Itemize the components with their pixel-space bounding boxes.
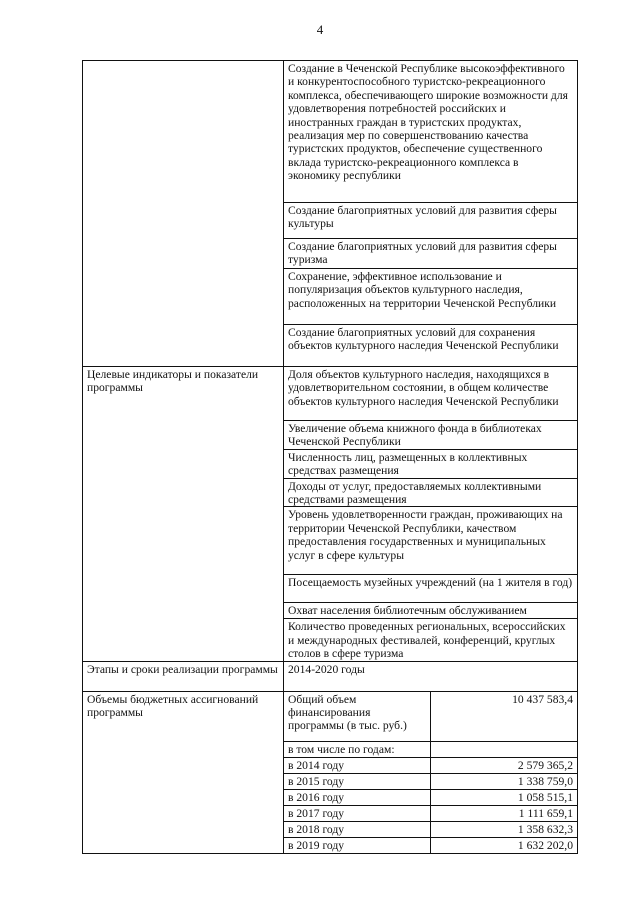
budget-year: в 2015 году — [284, 773, 431, 789]
indicator-row — [83, 367, 578, 421]
goal-item: Создание благоприятных условий для развития сферы культуры — [284, 203, 578, 239]
goal-item: Создание благоприятных условий для сохранения объектов культурного наследия Чеченской Республики — [284, 325, 578, 367]
budget-by-years-label: в том числе по годам: — [284, 741, 431, 757]
budget-label: Объемы бюджетных ассигнований программы — [83, 691, 284, 853]
budget-by-years-empty — [431, 741, 578, 757]
budget-total-row — [83, 691, 578, 741]
budget-year: в 2018 году — [284, 821, 431, 837]
budget-total-value: 10 437 583,4 — [431, 691, 578, 741]
page-number: 4 — [316, 22, 324, 37]
indicator-item: Уровень удовлетворенности граждан, проживающих на территории Чеченской Республики, качеством предоставления государственных и муниципальных услуг в сфере культуры — [284, 507, 578, 575]
budget-year-value: 2 579 365,2 — [431, 757, 578, 773]
budget-year: в 2017 году — [284, 805, 431, 821]
indicator-item: Количество проведенных региональных, всероссийских и международных фестивалей, конференций, круглых столов в сфере туризма — [284, 619, 578, 661]
indicator-item: Доля объектов культурного наследия, находящихся в удовлетворительном состоянии, в общем количестве объектов культурного наследия Чеченской Республики — [284, 367, 578, 421]
goal-item: Создание благоприятных условий для развития сферы туризма — [284, 239, 578, 269]
goal-row — [83, 61, 578, 203]
budget-year-value: 1 358 632,3 — [431, 821, 578, 837]
indicator-item: Доходы от услуг, предоставляемых коллективными средствами размещения — [284, 478, 578, 507]
budget-year: в 2019 году — [284, 837, 431, 853]
budget-year: в 2016 году — [284, 789, 431, 805]
program-passport-table — [82, 60, 578, 854]
goals-label-cell — [83, 61, 284, 367]
budget-year-value: 1 632 202,0 — [431, 837, 578, 853]
budget-total-label: Общий объем финансирования программы (в тыс. руб.) — [284, 691, 431, 741]
indicator-item: Увеличение объема книжного фонда в библиотеках Чеченской Республики — [284, 421, 578, 450]
stages-value: 2014-2020 годы — [284, 661, 578, 691]
goal-item: Сохранение, эффективное использование и популяризация объектов культурного наследия, расположенных на территории Чеченской Республики — [284, 269, 578, 325]
budget-year-value: 1 058 515,1 — [431, 789, 578, 805]
budget-year-value: 1 338 759,0 — [431, 773, 578, 789]
indicator-item: Охват населения библиотечным обслуживанием — [284, 603, 578, 619]
budget-year: в 2014 году — [284, 757, 431, 773]
stages-row — [83, 661, 578, 691]
indicator-item: Посещаемость музейных учреждений (на 1 жителя в год) — [284, 575, 578, 603]
budget-year-value: 1 111 659,1 — [431, 805, 578, 821]
stages-label: Этапы и сроки реализации программы — [83, 661, 284, 691]
indicators-label: Целевые индикаторы и показатели программы — [83, 367, 284, 662]
indicator-item: Численность лиц, размещенных в коллективных средствах размещения — [284, 449, 578, 478]
goal-item: Создание в Чеченской Республике высокоэффективного и конкурентоспособного туристско-рекреационного комплекса, обеспечивающего широкие возможности для удовлетворения потребностей российских и иностранных граждан в туристских продуктах, реализация мер по совершенствованию качества туристских продуктов, обеспечение существенного вклада туристско-рекреационного комплекса в экономику республики — [284, 61, 578, 203]
